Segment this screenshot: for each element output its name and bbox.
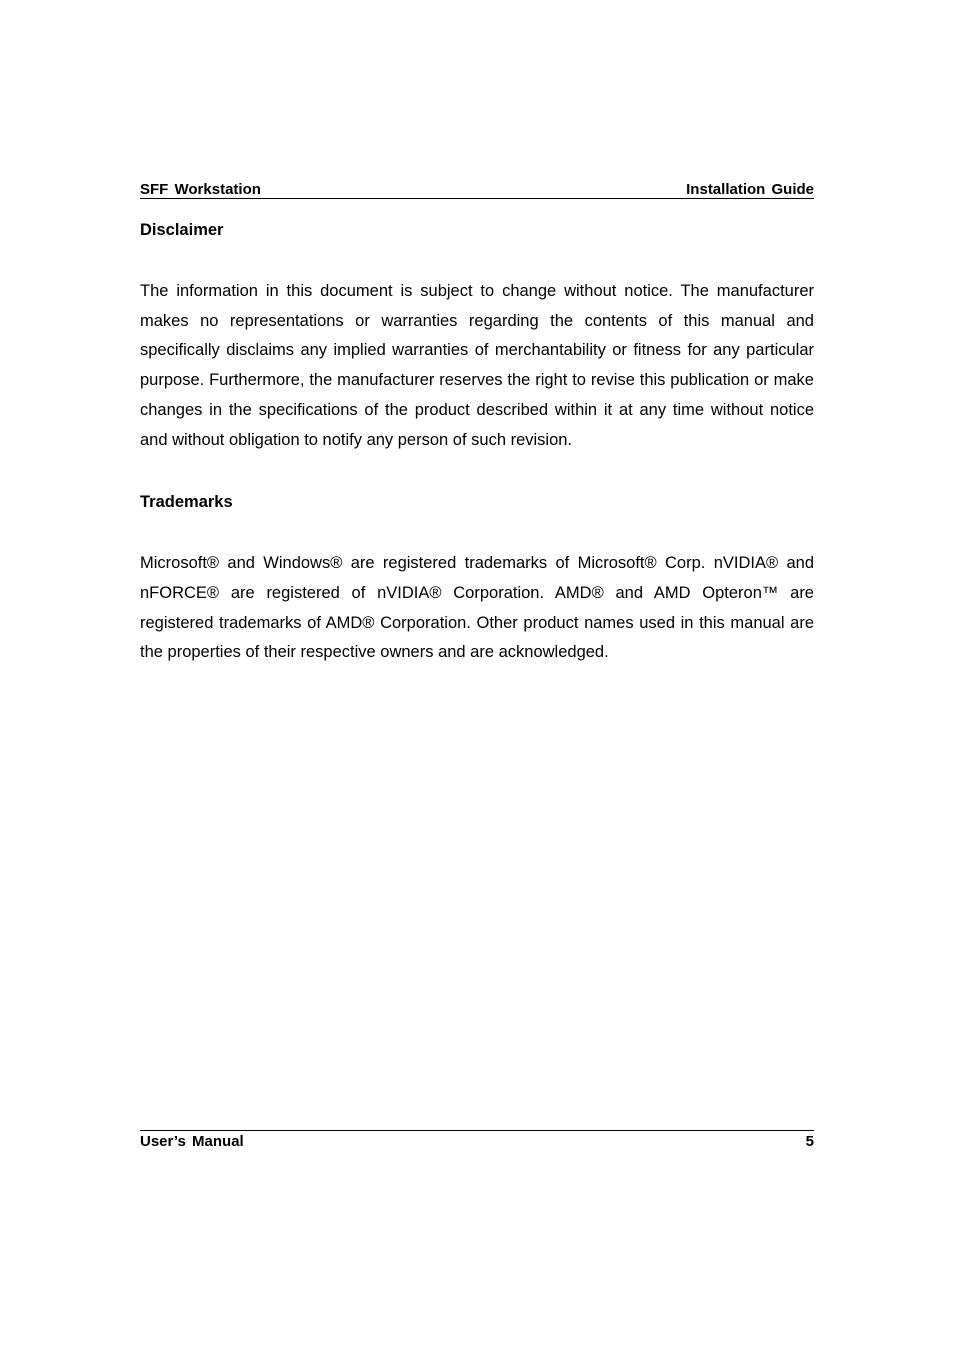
- page-content: [140, 218, 814, 668]
- page-number: 5: [805, 1133, 814, 1150]
- header-document-title: SFF Workstation: [140, 181, 261, 198]
- footer-manual-title: User’s Manual: [140, 1133, 244, 1150]
- trademarks-paragraph: Microsoft® and Windows® are registered trademarks of Microsoft® Corp. nVIDIA® and nFORCE® are registered of nVIDIA® Corporation. AMD® and AMD Opteron™ are registered trademarks of AMD® Corporation. Other product names used in this manual are the properties of their respective owners and are acknowledged.: [140, 554, 814, 662]
- disclaimer-paragraph: The information in this document is subject to change without notice. The manufacturer makes no representations or warranties regarding the contents of this manual and specifically disclaims any implied warranties of merchantability or fitness for any particular purpose. Furthermore, the manufacturer reserves the right to revise this publication or make changes in the specifications of the product described within it at any time without notice and without obligation to notify any person of such revision.: [140, 282, 814, 449]
- header-guide-title: Installation Guide: [686, 181, 814, 198]
- disclaimer-heading: Disclaimer: [140, 221, 224, 239]
- page-footer: [140, 1130, 814, 1151]
- trademarks-heading: Trademarks: [140, 493, 233, 512]
- page-header: [140, 181, 814, 199]
